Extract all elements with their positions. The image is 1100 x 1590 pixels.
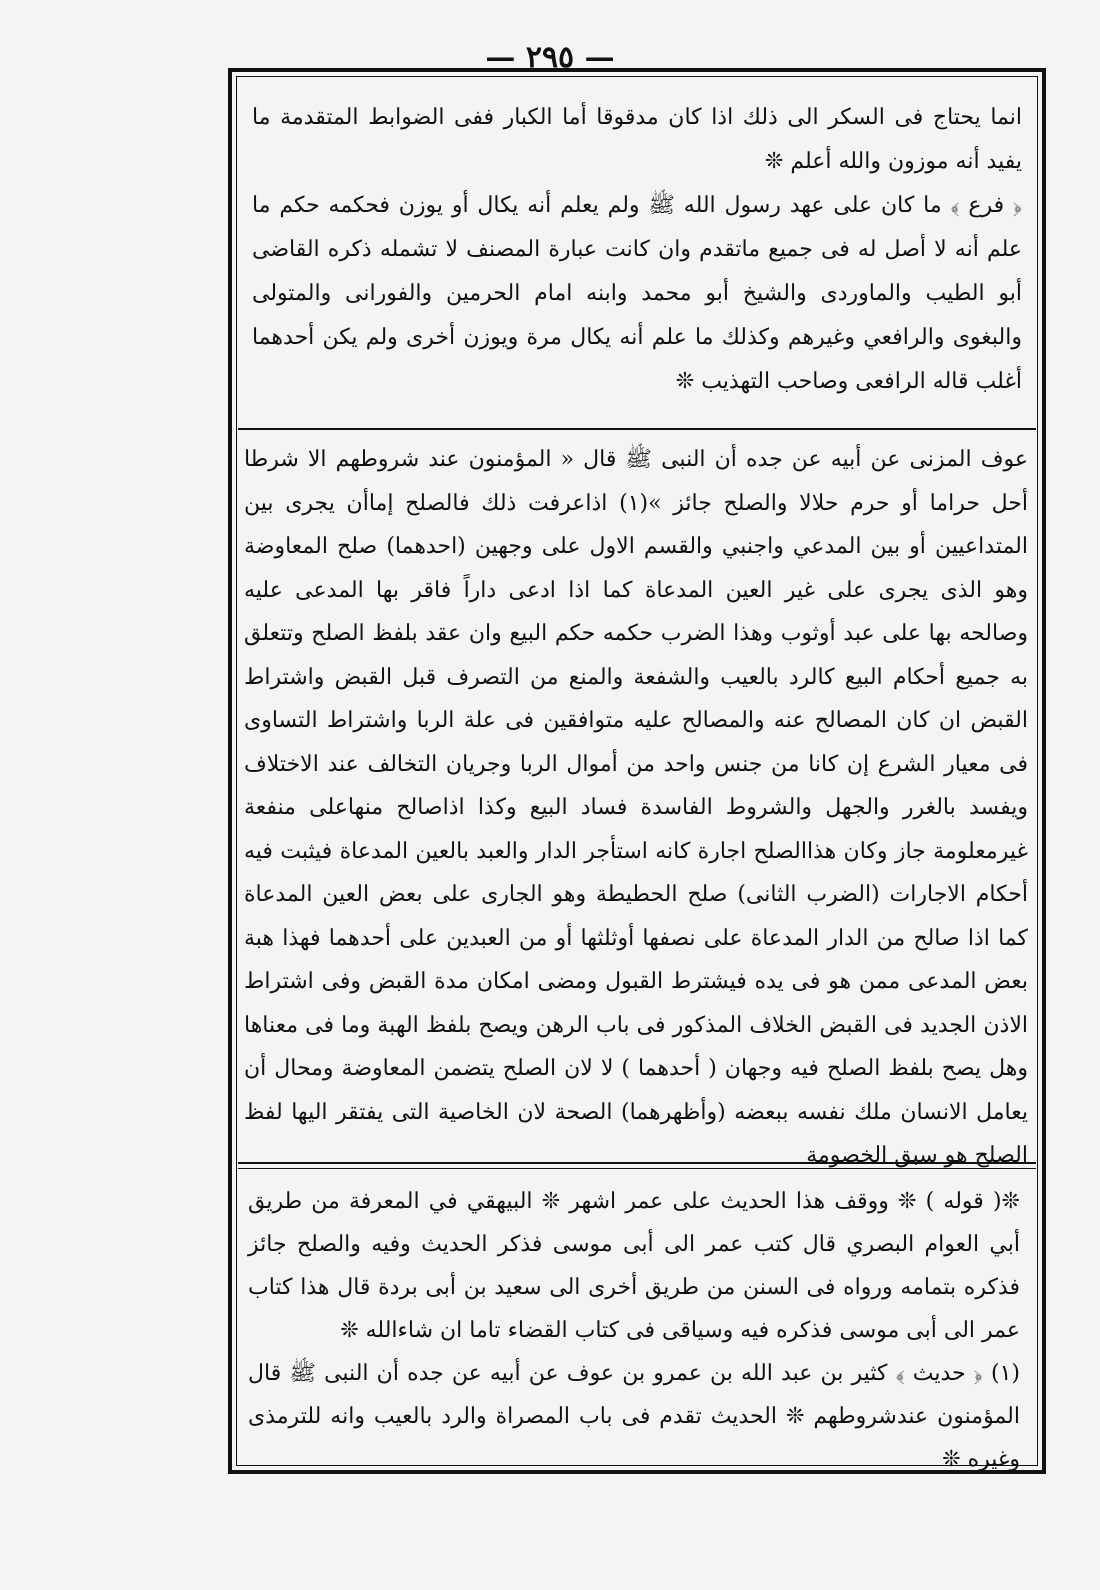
main-text-section [244, 438, 1028, 1178]
commentary-section [252, 96, 1022, 404]
main-text-paragraph: عوف المزنى عن أبيه عن جده أن النبى ﷺ قال « المؤمنون عند شروطهم الا شرطا أحل حراما أو حرم حلالا والصلح جائز »(١) اذاعرفت ذلك فالصلح إماأن يجرى بين المتداعيين أو بين المدعي واجنبي والقسم الاول على وجهين (احدهما) صلح المعاوضة وهو الذى يجرى على غير العين المدعاة كما اذا ادعى داراً فاقر بها المدعى عليه وصالحه بها على عبد أوثوب وهذا الضرب حكمه حكم البيع وان عقد بلفظ الصلح وتتعلق به جميع أحكام البيع كالرد بالعيب والشفعة والمنع من التصرف قبل القبض واشتراط القبض ان كان المصالح عنه والمصالح عليه متوافقين فى علة الربا واشتراط التساوى فى معيار الشرع إن كانا من جنس واحد من أموال الربا وجريان التخالف عند الاختلاف ويفسد بالغرر والجهل والشروط الفاسدة فساد البيع وكذا اذاصالح منهاعلى منفعة غيرمعلومة جاز وكان هذاالصلح اجارة كانه استأجر الدار والعبد بالعين المدعاة فيثبت فيه أحكام الاجارات (الضرب الثانى) صلح الحطيطة وهو الجارى على بعض العين المدعاة كما اذا صالح من الدار المدعاة على نصفها أوثلثها أو من العبدين على أحدهما فهذا هبة بعض المدعى ممن هو فى يده فيشترط القبول ومضى امكان مدة القبض وفى اشتراط الاذن الجديد فى القبض الخلاف المذكور فى باب الرهن ويصح بلفظ الهبة وما فى معناها وهل يصح بلفظ الصلح فيه وجهان ( أحدهما ) لا لان الصلح يتضمن المعاوضة ومحال أن يعامل الانسان ملك نفسه ببعضه (وأظهرهما) الصحة لان الخاصية التى يفتقر اليها لفظ الصلح هو سبق الخصومة [244, 447, 1028, 1168]
commentary-paragraph: ﴿ فرع ﴾ ما كان على عهد رسول الله ﷺ ولم يعلم أنه يكال أو يوزن فحكمه حكم ما علم أنه لا أصل له فى جميع ماتقدم وان كانت عبارة المصنف لا تشمله ذكره القاضى أبو الطيب والماوردى والشيخ أبو محمد وابنه امام الحرمين والفورانى والمتولى والبغوى والرافعي وغيرهم وكذلك ما علم أنه يكال مرة ويوزن أخرى ولم يكن أحدهما أغلب قاله الرافعى وصاحب التهذيب ❊ [252, 193, 1022, 394]
footnote-divider [238, 1162, 1036, 1164]
footnote-paragraph: ❊( قوله ) ❊ ووقف هذا الحديث على عمر اشهر ❊ البيهقي في المعرفة من طريق أبي العوام البصري قال كتب عمر الى أبى موسى فذكر الحديث وفيه والصلح جائز فذكره بتمامه ورواه فى السنن من طريق أخرى الى سعيد بن أبى بردة قال هذا كتاب عمر الى أبى موسى فذكره فيه وسياقى فى كتاب القضاء تاما ان شاءالله ❊ [248, 1189, 1020, 1343]
footnotes-section [248, 1180, 1020, 1481]
footnote-divider-inner [238, 1168, 1036, 1169]
footnote-paragraph: (١) ﴿ حديث ﴾ كثير بن عبد الله بن عمرو بن عوف عن أبيه عن جده أن النبى ﷺ قال المؤمنون عندشروطهم ❊ الحديث تقدم فى باب المصراة والرد بالعيب وانه للترمذى وغيره ❊ [248, 1361, 1020, 1472]
commentary-paragraph: انما يحتاج فى السكر الى ذلك اذا كان مدقوقا أما الكبار ففى الضوابط المتقدمة ما يفيد أنه موزون والله أعلم ❊ [252, 105, 1022, 174]
section-divider [238, 428, 1036, 430]
page-number: — ٢٩٥ — [485, 40, 615, 75]
